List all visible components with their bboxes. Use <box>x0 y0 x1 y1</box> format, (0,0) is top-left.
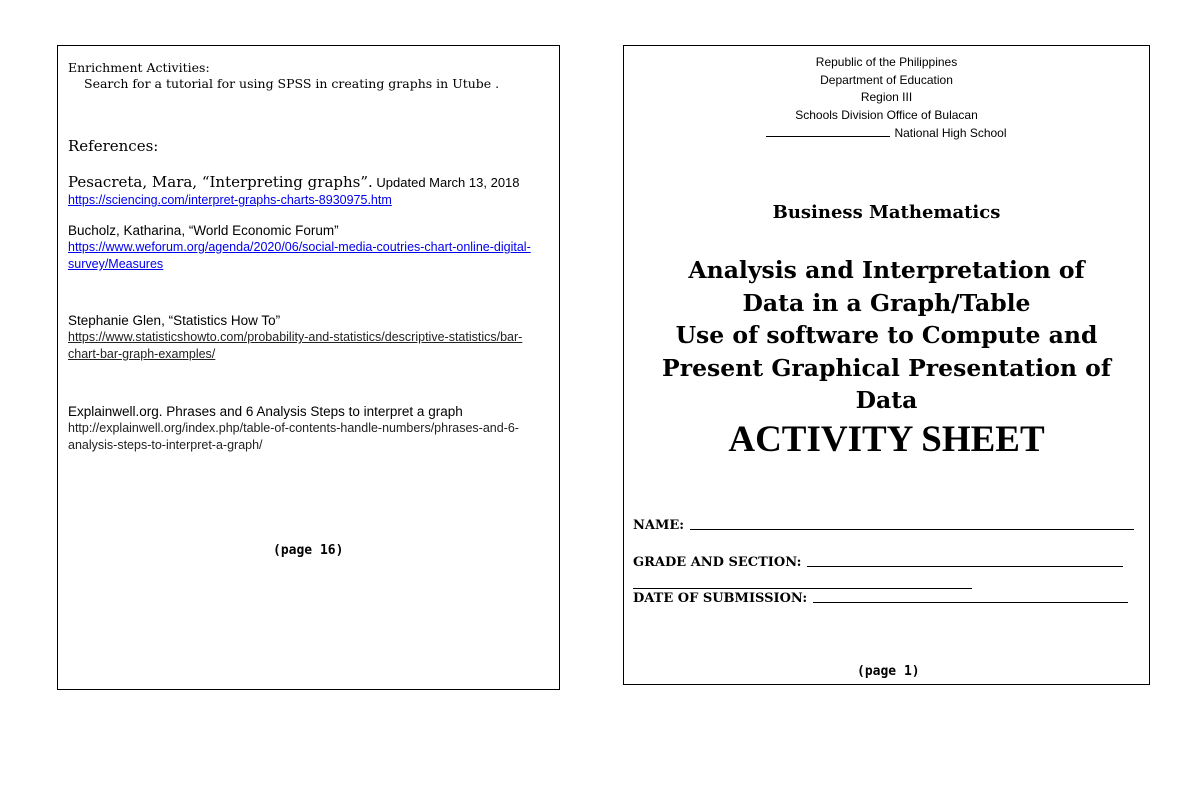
reference-author: Stephanie Glen, “Statistics How To” <box>68 313 281 328</box>
references-title: References: <box>68 137 159 155</box>
header-line: Schools Division Office of Bulacan <box>795 107 978 122</box>
reference-date: Updated March 13, 2018 <box>372 175 520 190</box>
left-page <box>57 45 560 690</box>
date-submission-field <box>633 591 1128 606</box>
header-school-line <box>624 124 1149 143</box>
title-line: Analysis and Interpretation of <box>688 256 1085 284</box>
grade-section-label: GRADE AND SECTION: <box>633 555 802 570</box>
activity-sheet-heading: ACTIVITY SHEET <box>728 419 1045 460</box>
header-line: National High School <box>894 126 1007 140</box>
page-number: (page 1) <box>857 664 920 679</box>
grade-section-blank[interactable] <box>807 565 1123 567</box>
reference-item <box>68 174 553 209</box>
right-page <box>623 45 1150 685</box>
title-line: Use of software to Compute and <box>675 321 1098 349</box>
reference-author: Bucholz, Katharina, “World Economic Forum” <box>68 223 339 238</box>
grade-section-field <box>633 555 1123 570</box>
page-number: (page 16) <box>273 543 344 558</box>
reference-item <box>68 403 553 454</box>
title-line: Data <box>855 386 918 414</box>
header-line: Department of Education <box>820 72 953 87</box>
reference-link[interactable]: https://www.statisticshowto.com/probability-and-statistics/descriptive-statistics/bar-chart-bar-graph-examples/ <box>68 330 523 361</box>
header-line: Republic of the Philippines <box>815 55 958 69</box>
reference-item <box>68 312 553 363</box>
reference-author-line <box>68 174 553 192</box>
subject-title: Business Mathematics <box>772 202 1001 223</box>
enrichment-body: Search for a tutorial for using SPSS in creating graphs in Utube . <box>84 76 500 91</box>
date-submission-blank[interactable] <box>813 601 1128 603</box>
reference-author: Explainwell.org. Phrases and 6 Analysis Steps to interpret a graph <box>68 404 463 419</box>
enrichment-title: Enrichment Activities: <box>68 60 210 75</box>
lesson-title <box>624 254 1149 417</box>
date-submission-label: DATE OF SUBMISSION: <box>633 591 808 606</box>
name-blank[interactable] <box>690 528 1134 530</box>
header-line: Region III <box>860 90 913 104</box>
name-label: NAME: <box>633 518 685 533</box>
title-line: Present Graphical Presentation of <box>662 353 1111 382</box>
reference-link[interactable]: http://explainwell.org/index.php/table-of-contents-handle-numbers/phrases-and-6-analysis-steps-to-interpret-a-graph/ <box>68 421 519 452</box>
school-name-blank[interactable] <box>766 124 890 137</box>
title-line: Data in a Graph/Table <box>742 288 1031 317</box>
grade-section-extra-blank[interactable] <box>633 588 972 589</box>
reference-link[interactable]: https://sciencing.com/interpret-graphs-charts-8930975.htm <box>68 193 392 207</box>
reference-link[interactable]: https://www.weforum.org/agenda/2020/06/social-media-coutries-chart-online-digital-survey/Measures <box>68 240 531 271</box>
school-header <box>624 54 1149 143</box>
reference-author: Pesacreta, Mara, “Interpreting graphs”. <box>68 173 373 191</box>
name-field <box>633 518 1134 533</box>
reference-item <box>68 222 553 273</box>
